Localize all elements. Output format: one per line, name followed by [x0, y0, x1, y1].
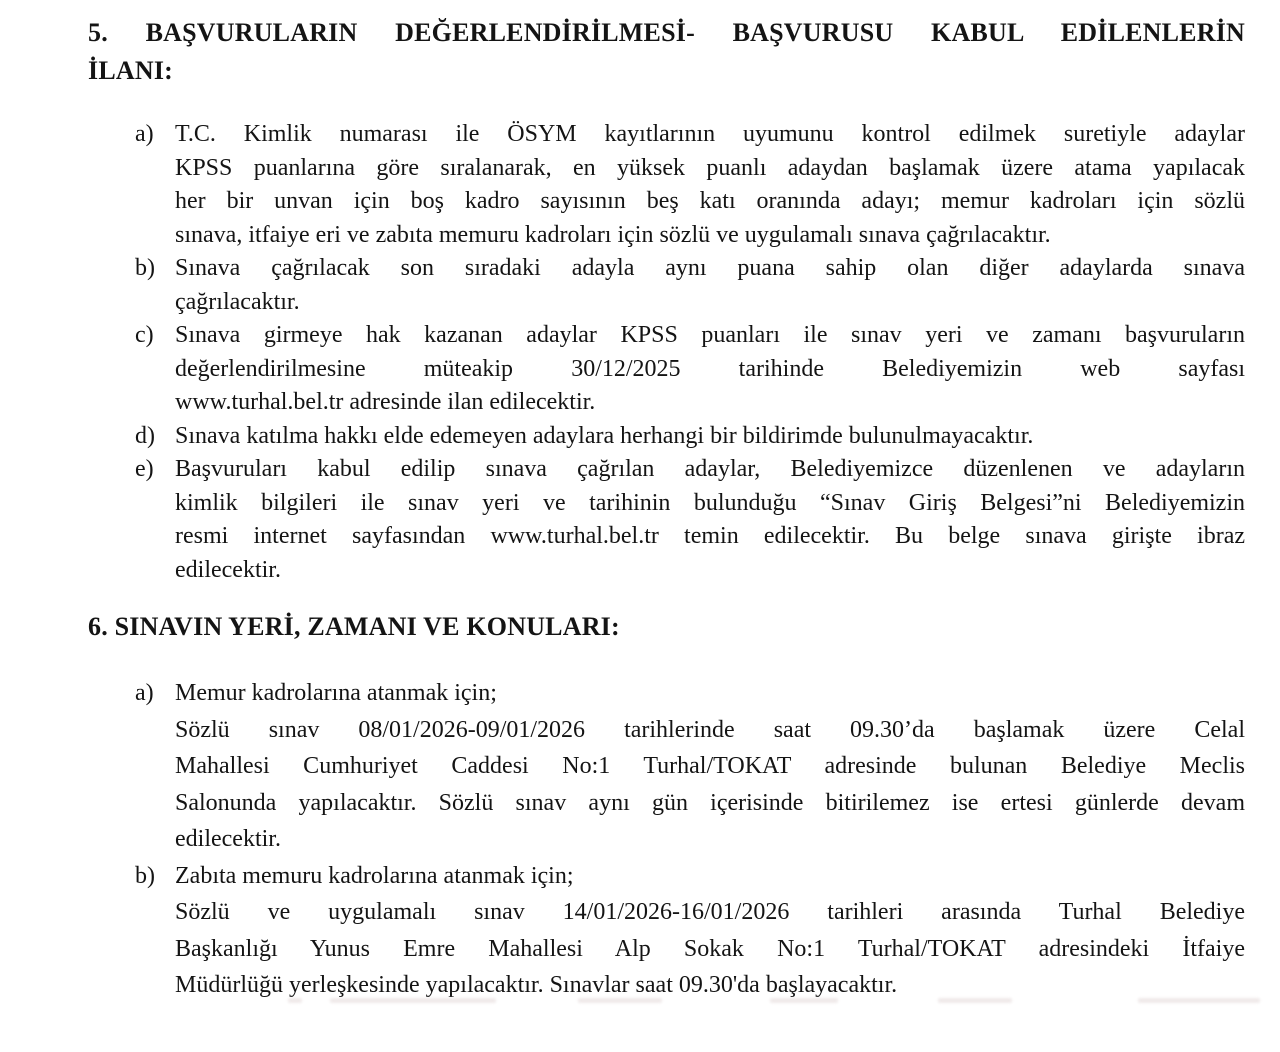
item-label: d)	[135, 422, 155, 449]
text-line: Salonunda yapılacaktır. Sözlü sınav aynı gün içerisinde bitirilemez ise ertesi günlerde devam	[175, 789, 1245, 816]
list-item-a	[135, 675, 1245, 858]
text-line: Memur kadrolarına atanmak için;	[175, 680, 497, 706]
heading-line: 5. BAŞVURULARIN DEĞERLENDİRİLMESİ- BAŞVURUSU KABUL EDİLENLERİN	[88, 18, 1245, 47]
text-line: Müdürlüğü yerleşkesinde yapılacaktır. Sınavlar saat 09.30'da başlayacaktır.	[175, 972, 898, 998]
section-5-heading	[88, 14, 1245, 90]
item-text	[175, 420, 1245, 454]
text-line: resmi internet sayfasından www.turhal.bel.tr temin edilecektir. Bu belge sınava girişte ibraz	[175, 523, 1245, 549]
item-label: e)	[135, 456, 154, 482]
item-text	[175, 675, 1245, 858]
text-line: Mahallesi Cumhuriyet Caddesi No:1 Turhal/TOKAT adresinde bulunan Belediye Meclis	[175, 753, 1245, 779]
text-line: edilecektir.	[175, 556, 281, 583]
text-line: Sözlü sınav 08/01/2026-09/01/2026 tarihlerinde saat 09.30’da başlamak üzere Celal	[175, 716, 1245, 743]
text-line: KPSS puanlarına göre sıralanarak, en yüksek puanlı adaydan başlamak üzere atama yapılacak	[175, 154, 1245, 181]
section-5-list	[135, 118, 1245, 587]
list-item-b	[135, 858, 1245, 1004]
text-line: Sözlü ve uygulamalı sınav 14/01/2026-16/01/2026 tarihleri arasında Turhal Belediye	[175, 899, 1245, 925]
text-line: sınava, itfaiye eri ve zabıta memuru kadroları için sözlü ve uygulamalı sınava çağrılacaktır.	[175, 221, 1051, 248]
item-text	[175, 858, 1245, 1004]
item-text	[175, 453, 1245, 587]
list-item-a	[135, 118, 1245, 252]
list-item-d	[135, 420, 1245, 454]
text-line: Sınava çağrılacak son sıradaki adayla aynı puana sahip olan diğer adaylarda sınava	[175, 255, 1245, 281]
item-label: b)	[135, 862, 155, 889]
list-item-e	[135, 453, 1245, 587]
text-line: edilecektir.	[175, 826, 281, 852]
item-text	[175, 252, 1245, 319]
list-item-c	[135, 319, 1245, 420]
text-line: Başkanlığı Yunus Emre Mahallesi Alp Sokak No:1 Turhal/TOKAT adresindeki İtfaiye	[175, 935, 1245, 962]
text-line: Zabıta memuru kadrolarına atanmak için;	[175, 862, 574, 889]
item-label: a)	[135, 121, 154, 147]
item-label: b)	[135, 255, 155, 281]
item-label: c)	[135, 322, 154, 348]
list-item-b	[135, 252, 1245, 319]
section-6-heading	[88, 608, 1245, 646]
heading-line: İLANI:	[88, 56, 173, 85]
heading-line: 6. SINAVIN YERİ, ZAMANI VE KONULARI:	[88, 612, 620, 641]
text-line: T.C. Kimlik numarası ile ÖSYM kayıtlarının uyumunu kontrol edilmek suretiyle adaylar	[175, 121, 1245, 147]
text-line: çağrılacaktır.	[175, 288, 300, 315]
text-line: değerlendirilmesine müteakip 30/12/2025 tarihinde Belediyemizin web sayfası	[175, 355, 1245, 382]
item-label: a)	[135, 680, 154, 706]
item-text	[175, 118, 1245, 252]
text-line: her bir unvan için boş kadro sayısının beş katı oranında adayı; memur kadroları için sözlü	[175, 188, 1245, 214]
section-6-list	[135, 675, 1245, 1004]
text-line: Sınava girmeye hak kazanan adaylar KPSS puanları ile sınav yeri ve zamanı başvuruların	[175, 322, 1245, 348]
text-line: Sınava katılma hakkı elde edemeyen adaylara herhangi bir bildirimde bulunulmayacaktır.	[175, 422, 1034, 449]
text-line: kimlik bilgileri ile sınav yeri ve tarihinin bulunduğu “Sınav Giriş Belgesi”ni Belediyemizin	[175, 489, 1245, 516]
text-line: Başvuruları kabul edilip sınava çağrılan adaylar, Belediyemizce düzenlenen ve adayların	[175, 456, 1245, 482]
item-text	[175, 319, 1245, 420]
text-line: www.turhal.bel.tr adresinde ilan edilecektir.	[175, 389, 596, 415]
cutoff-scan-artifact	[0, 998, 1280, 1004]
